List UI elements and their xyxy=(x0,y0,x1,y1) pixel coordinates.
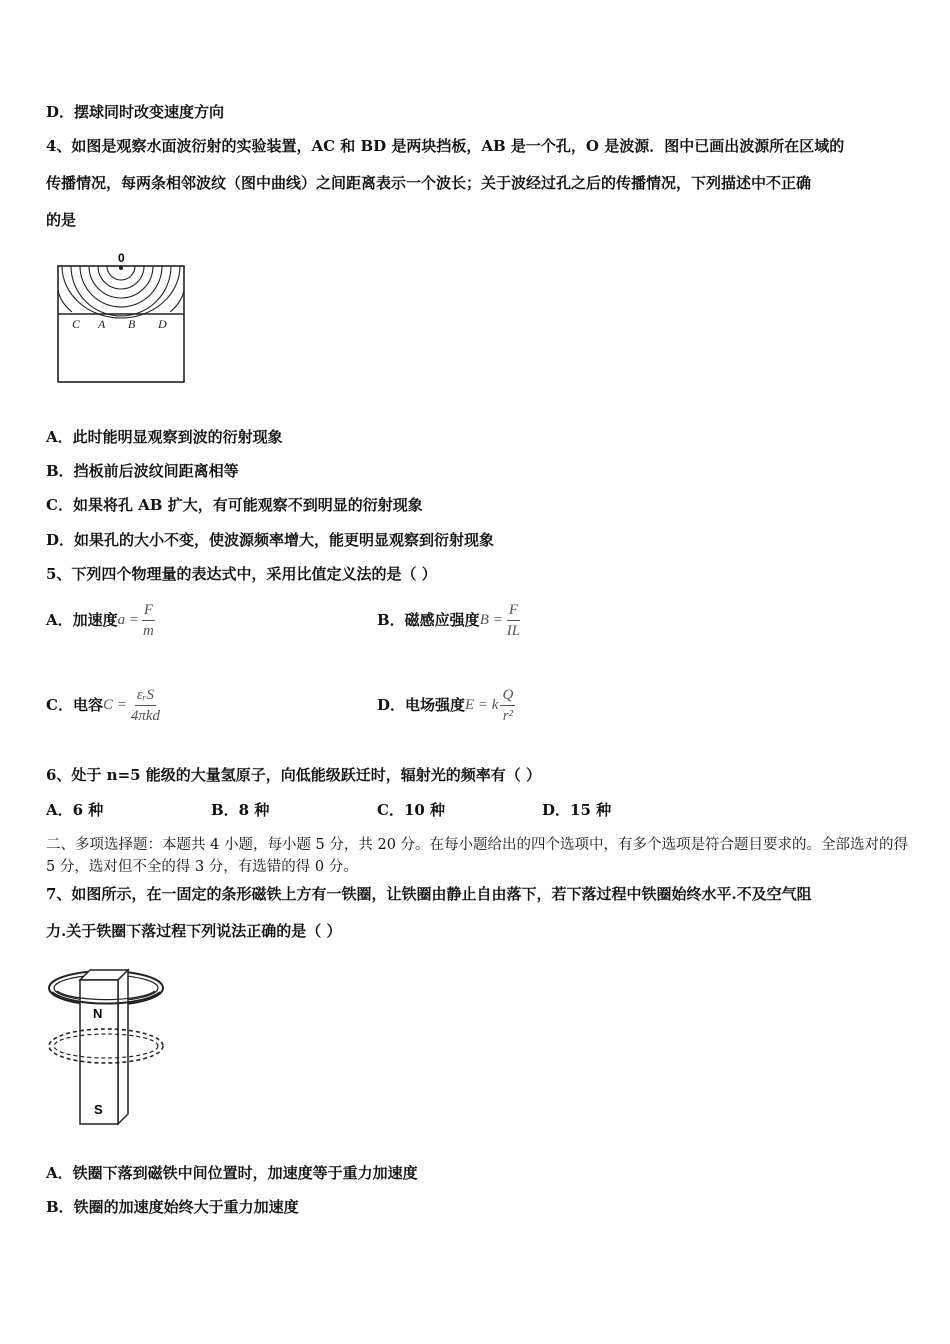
q3-option-d: D．摆球同时改变速度方向 xyxy=(46,103,225,121)
label-d: D xyxy=(158,317,167,331)
source-o-label: 0 xyxy=(118,251,125,265)
q5-option-c-num: εᵣS xyxy=(135,685,156,706)
q4-stem-line-2: 传播情况，每两条相邻波纹（图中曲线）之间距离表示一个波长；关于波经过孔之后的传播情况，下列描述中不正确 xyxy=(46,174,812,192)
q7-stem-line-2: 力.关于铁圈下落过程下列说法正确的是（ ） xyxy=(46,922,342,940)
q4-option-a: A．此时能明显观察到波的衍射现象 xyxy=(46,428,283,446)
q5-option-b-lhs: B = xyxy=(479,612,503,628)
q5-option-a-lhs: a = xyxy=(117,612,140,628)
q6-option-d: D．15 种 xyxy=(542,801,612,819)
q5-option-a-den: m xyxy=(143,622,154,639)
q6-option-a: A．6 种 xyxy=(46,801,104,819)
q7-option-a: A．铁圈下落到磁铁中间位置时，加速度等于重力加速度 xyxy=(46,1164,418,1182)
q6-option-b: B．8 种 xyxy=(211,801,270,819)
q4-stem-line-3: 的是 xyxy=(46,211,77,229)
q5-option-d xyxy=(377,683,517,727)
q5-option-c xyxy=(46,683,164,727)
q5-option-a-label: A．加速度 xyxy=(46,611,118,629)
q7-stem-line-1: 7、如图所示，在一固定的条形磁铁上方有一铁圈，让铁圈由静止自由落下，若下落过程中铁圈始终水平.不及空气阻 xyxy=(46,885,812,903)
section-2-heading: 二、多项选择题：本题共 4 小题，每小题 5 分，共 20 分。在每小题给出的四个选项中，有多个选项是符合题目要求的。全部选对的得 5 分，选对但不全的得 3 分，有选错的得 0 分。 xyxy=(46,837,909,875)
q6-stem: 6、处于 n=5 能级的大量氢原子，向低能级跃迁时，辐射光的频率有（ ） xyxy=(46,766,542,784)
q4-option-c: C．如果将孔 AB 扩大，有可能观察不到明显的衍射现象 xyxy=(46,496,423,514)
q5-option-d-label: D．电场强度 xyxy=(377,696,466,714)
wave-diffraction-figure xyxy=(52,250,192,390)
q7-option-b: B．铁圈的加速度始终大于重力加速度 xyxy=(46,1198,299,1216)
label-a: A xyxy=(98,317,106,331)
q5-option-a-num: F xyxy=(142,600,155,621)
north-pole-label: N xyxy=(93,1006,103,1021)
q5-option-c-lhs: C = xyxy=(102,697,127,713)
label-c: C xyxy=(72,317,81,331)
q5-option-a xyxy=(46,598,158,642)
q5-option-b-label: B．磁感应强度 xyxy=(377,611,480,629)
q5-option-b-den: IL xyxy=(506,622,521,639)
south-pole-label: S xyxy=(94,1102,103,1117)
q5-option-d-num: Q xyxy=(500,685,515,706)
q5-option-b-num: F xyxy=(507,600,520,621)
q4-option-b: B．挡板前后波纹间距离相等 xyxy=(46,462,239,480)
q5-option-d-den: r² xyxy=(502,707,514,724)
q5-option-c-label: C．电容 xyxy=(46,696,103,714)
q5-option-c-den: 4πkd xyxy=(130,707,161,724)
q5-stem: 5、下列四个物理量的表达式中，采用比值定义法的是（ ） xyxy=(46,565,437,583)
magnet-ring-figure xyxy=(46,962,176,1132)
q4-stem-line-1: 4、如图是观察水面波衍射的实验装置，AC 和 BD 是两块挡板，AB 是一个孔，O 是波源．图中已画出波源所在区域的 xyxy=(46,137,845,155)
q5-option-b xyxy=(377,598,524,642)
q6-option-c: C．10 种 xyxy=(377,801,446,819)
label-b: B xyxy=(128,317,136,331)
q5-option-d-lhs: E = k xyxy=(465,697,499,713)
q4-option-d: D．如果孔的大小不变，使波源频率增大，能更明显观察到衍射现象 xyxy=(46,531,495,549)
